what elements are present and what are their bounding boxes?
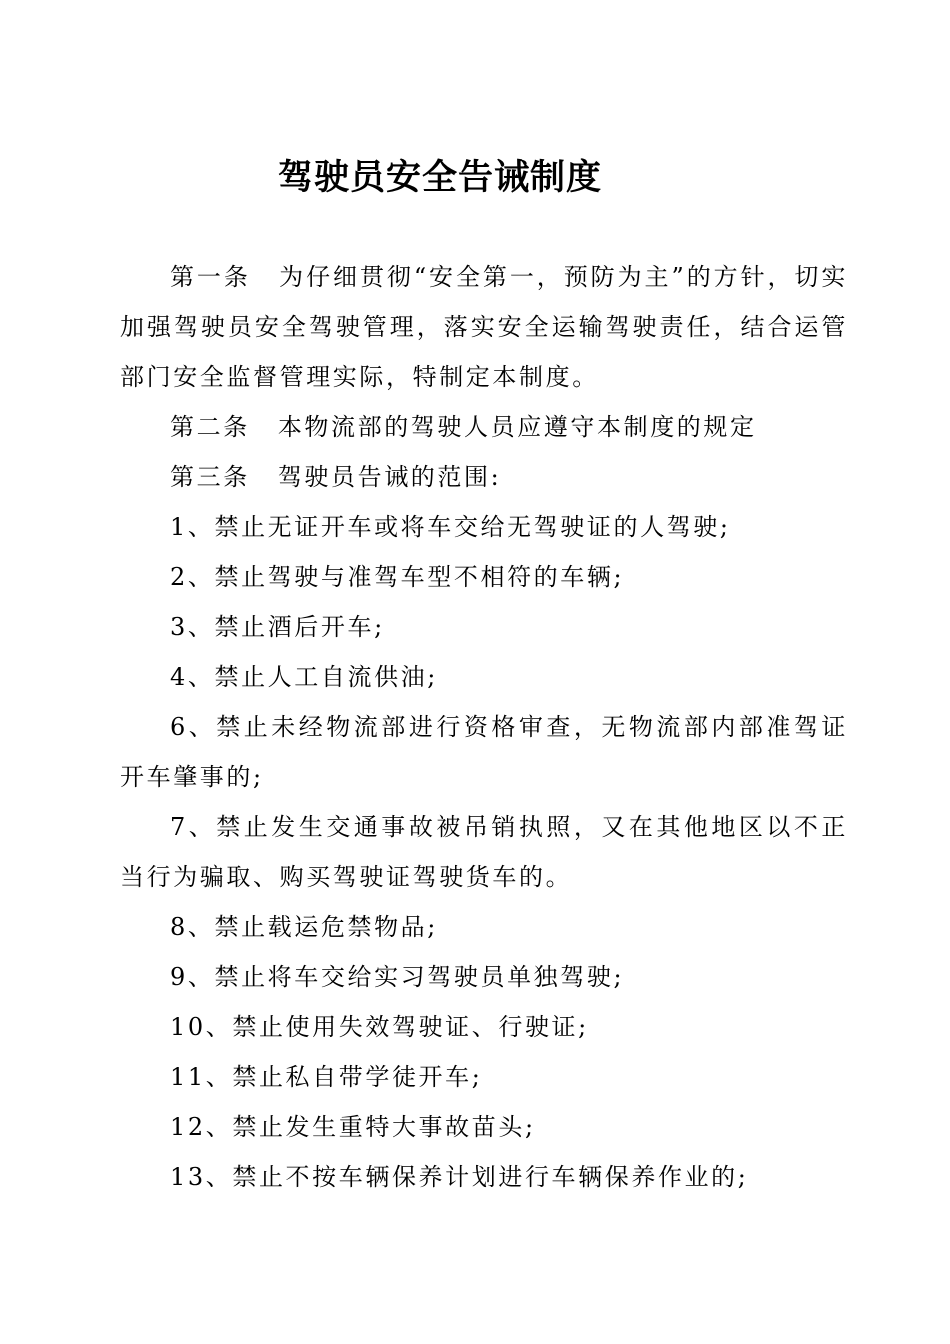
list-item: 8、禁止载运危禁物品; <box>170 913 438 941</box>
list-item: 10、禁止使用失效驾驶证、行驶证; <box>170 1013 589 1041</box>
document-title: 驾驶员安全告诫制度 <box>277 158 602 198</box>
article-2 <box>120 402 848 452</box>
document-body <box>120 252 848 1202</box>
list-item: 7、禁止发生交通事故被吊销执照，又在其他地区以不正当行为骗取、购买驾驶证驾驶货车的。 <box>120 813 848 891</box>
article-text: 本物流部的驾驶人员应遵守本制度的规定 <box>277 413 757 441</box>
list-item: 13、禁止不按车辆保养计划进行车辆保养作业的; <box>170 1163 749 1191</box>
list-item: 9、禁止将车交给实习驾驶员单独驾驶; <box>170 963 625 991</box>
article-1 <box>120 252 848 402</box>
list-item: 1、禁止无证开车或将车交给无驾驶证的人驾驶; <box>170 513 731 541</box>
list-item: 3、禁止酒后开车; <box>170 613 385 641</box>
list-item: 4、禁止人工自流供油; <box>170 663 438 691</box>
list-item: 2、禁止驾驶与准驾车型不相符的车辆; <box>170 563 625 591</box>
article-label: 第二条 <box>170 413 250 441</box>
list-item: 12、禁止发生重特大事故苗头; <box>170 1113 536 1141</box>
article-label: 第一条 <box>170 263 251 291</box>
article-text: 驾驶员告诫的范围: <box>277 463 502 491</box>
list-item: 11、禁止私自带学徒开车; <box>170 1063 483 1091</box>
article-text: 为仔细贯彻“安全第一，预防为主”的方针，切实加强驾驶员安全驾驶管理，落实安全运输驾驶责任，结合运管部门安全监督管理实际，特制定本制度。 <box>120 263 848 391</box>
list-item: 6、禁止未经物流部进行资格审查，无物流部内部准驾证开车肇事的; <box>120 713 848 791</box>
article-3 <box>120 452 848 502</box>
article-label: 第三条 <box>170 463 250 491</box>
